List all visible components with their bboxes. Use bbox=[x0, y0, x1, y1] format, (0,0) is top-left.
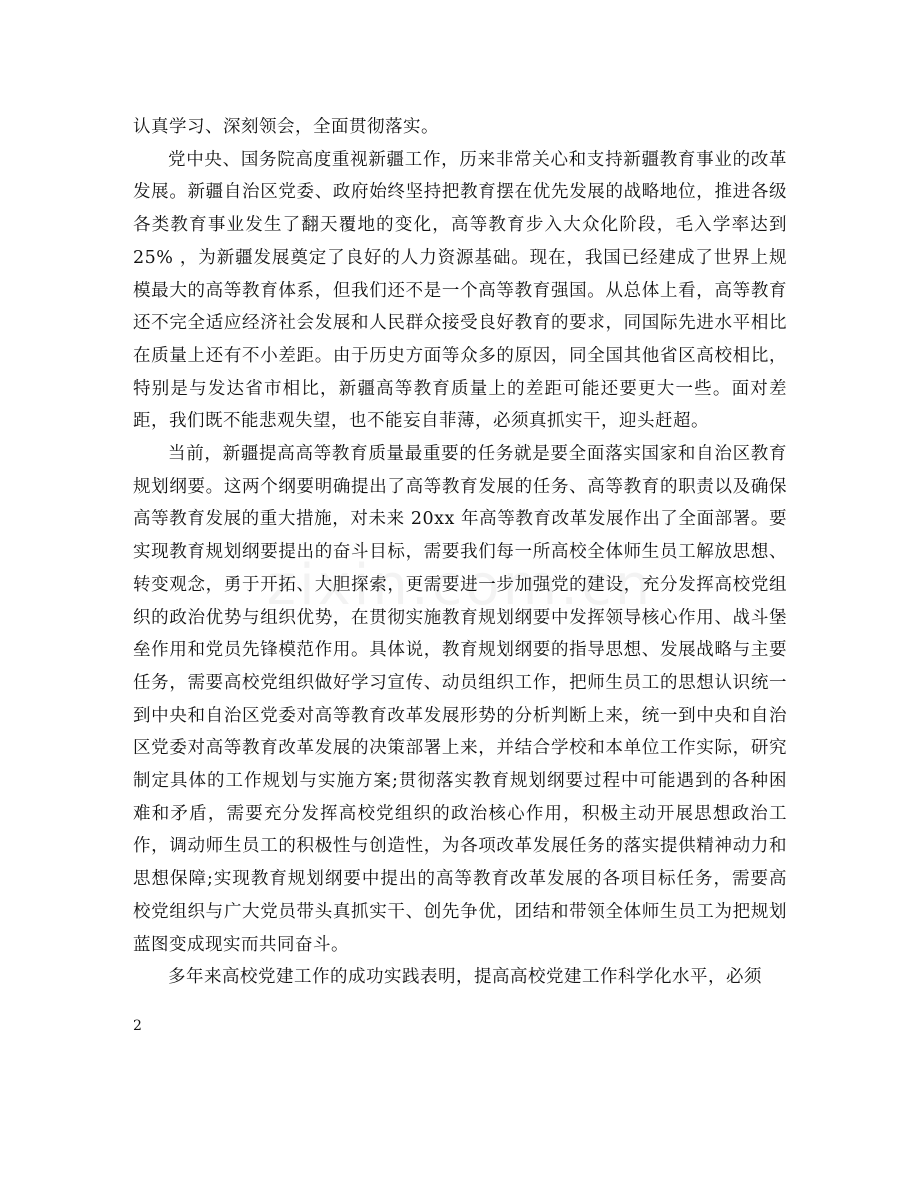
document-body bbox=[133, 111, 787, 994]
paragraph: 多年来高校党建工作的成功实践表明，提高高校党建工作科学化水平，必须 bbox=[168, 967, 762, 988]
paragraph: 党中央、国务院高度重视新疆工作，历来非常关心和支持新疆教育事业的改革发展。新疆自治区党委、政府始终坚持把教育摆在优先发展的战略地位，推进各级各类教育事业发生了翻天覆地的变化，高等教育步入大众化阶段，毛入学率达到25% ，为新疆发展奠定了良好的人力资源基础。现在，我国已经建成了世界上规模最大的高等教育体系，但我们还不是一个高等教育强国。从总体上看，高等教育还不完全适应经济社会发展和人民群众接受良好教育的要求，同国际先进水平相比在质量上还有不小差距。由于历史方面等众多的原因，同全国其他省区高校相比，特别是与发达省市相比，新疆高等教育质量上的差距可能还要更大一些。面对差距，我们既不能悲观失望，也不能妄自菲薄，必须真抓实干，迎头赶超。 bbox=[133, 149, 787, 432]
paragraph-continuation: 认真学习、深刻领会，全面贯彻落实。 bbox=[133, 117, 439, 137]
paragraph: 当前，新疆提高高等教育质量最重要的任务就是要全面落实国家和自治区教育规划纲要。这两个纲要明确提出了高等教育发展的任务、高等教育的职责以及确保高等教育发展的重大措施，对未来 20xx 年高等教育改革发展作出了全面部署。要实现教育规划纲要提出的奋斗目标，需要我们每一所高校全体师生员工解放思想、转变观念，勇于开拓、大胆探索，更需要进一步加强党的建设，充分发挥高校党组织的政治优势与组织优势，在贯彻实施教育规划纲要中发挥领导核心作用、战斗堡垒作用和党员先锋模范作用。具体说，教育规划纲要的指导思想、发展战略与主要任务，需要高校党组织做好学习宣传、动员组织工作，把师生员工的思想认识统一到中央和自治区党委对高等教育改革发展形势的分析判断上来，统一到中央和自治区党委对高等教育改革发展的决策部署上来，并结合学校和本单位工作实际，研究制定具体的工作规划与实施方案;贯彻落实教育规划纲要过程中可能遇到的各种困难和矛盾，需要充分发挥高校党组织的政治核心作用，积极主动开展思想政治工作，调动师生员工的积极性与创造性，为各项改革发展任务的落实提供精神动力和思想保障;实现教育规划纲要中提出的高等教育改革发展的各项目标任务，需要高校党组织与广大党员带头真抓实干、创先争优，团结和带领全体师生员工为把规划蓝图变成现实而共同奋斗。 bbox=[133, 444, 787, 955]
page-number: 2 bbox=[133, 1018, 142, 1034]
